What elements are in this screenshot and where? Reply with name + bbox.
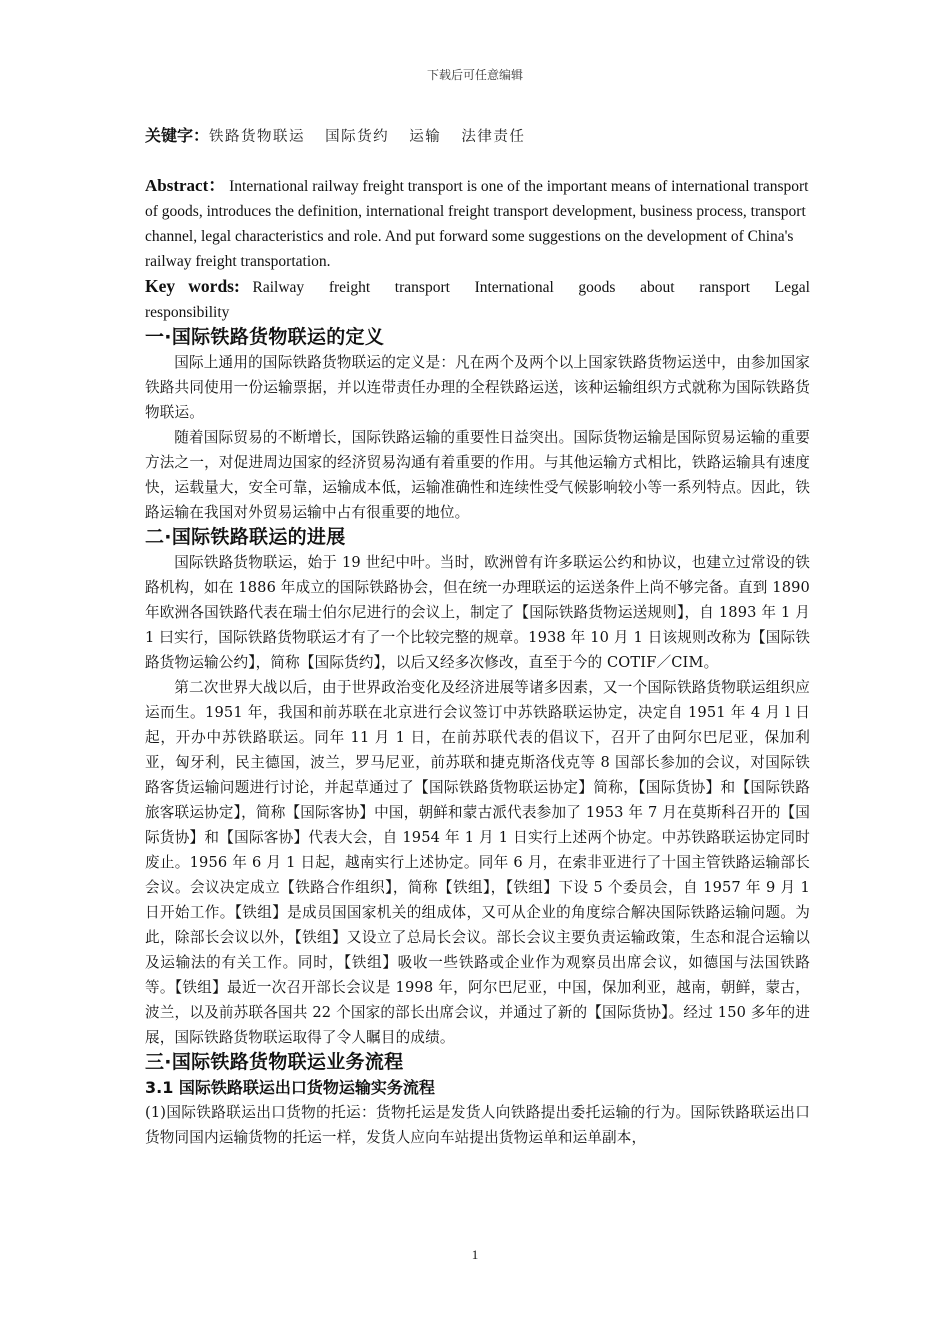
abstract — [145, 173, 810, 274]
english-keywords-value: Railway freight transport International goods about ransport Legal responsibility — [145, 279, 810, 321]
section-2-heading: 二·国际铁路联运的进展 — [145, 526, 346, 548]
section-3-paragraph-1: (1)国际铁路联运出口货物的托运：货物托运是发货人向铁路提出委托运输的行为。国际铁路联运出口货物同国内运输货物的托运一样，发货人应向车站提出货物运单和运单副本， — [145, 1104, 810, 1146]
chinese-keywords-value: 铁路货物联运 国际货约 运输 法律责任 — [209, 129, 526, 145]
section-3-heading: 三·国际铁路货物联运业务流程 — [145, 1051, 404, 1073]
english-keywords — [145, 274, 810, 325]
abstract-label: Abstract： — [145, 176, 226, 195]
section-2-paragraph-2: 第二次世界大战以后，由于世界政治变化及经济进展等诸多因素，又一个国际铁路货物联运组织应运而生。1951 年，我国和前苏联在北京进行会议签订中苏铁路联运协定，决定自 1951 年 4 月 l 日起，开办中苏铁路联运。同年 11 月 1 日，在前苏联代表的倡议下，召开了由阿尔巴尼亚，保加利亚，匈牙利，民主德国，波兰，罗马尼亚，前苏联和捷克斯洛伐克等 8 国部长参加的会议，对国际铁路客货运输问题进行讨论，并起草通过了【国际铁路货物联运协定】简称，【国际货协】和【国际铁路旅客联运协定】，简称【国际客协】中国，朝鲜和蒙古派代表参加了 1953 年 7 月在莫斯科召开的【国际货协】和【国际客协】代表大会，自 1954 年 1 月 1 日实行上述两个协定。中苏铁路联运协定同时废止。1956 年 6 月 1 日起，越南实行上述协定。同年 6 月，在索非亚进行了十国主管铁路运输部长会议。会议决定成立【铁路合作组织】，简称【铁组】，【铁组】下设 5 个委员会，自 1957 年 9 月 1 日开始工作。【铁组】是成员国国家机关的组成体，又可从企业的角度综合解决国际铁路运输问题。为此，除部长会议以外，【铁组】又设立了总局长会议。部长会议主要负责运输政策，生态和混合运输以及运输法的有关工作。同时，【铁组】吸收一些铁路或企业作为观察员出席会议，如德国与法国铁路等。【铁组】最近一次召开部长会议是 1998 年，阿尔巴尼亚，中国，保加利亚，越南，朝鲜，蒙古，波兰，以及前苏联各国共 22 个国家的部长出席会议，并通过了新的【国际货协】。经过 150 多年的进展，国际铁路货物联运取得了令人瞩目的成绩。 — [145, 679, 810, 1046]
section-2-paragraph-1: 国际铁路货物联运，始于 19 世纪中叶。当时，欧洲曾有许多联运公约和协议，也建立过常设的铁路机构，如在 1886 年成立的国际铁路协会，但在统一办理联运的运送条件上尚不够完备。直到 1890 年欧洲各国铁路代表在瑞士伯尔尼进行的会议上，制定了【国际铁路货物运送规则】，自 1893 年 1 月 1 曰实行，国际铁路货物联运才有了一个比较完整的规章。1938 年 10 月 1 日该规则改称为【国际铁路货物运输公约】，简称【国际货约】，以后又经多次修改，直至于今的 COTIF／CIM。 — [145, 554, 810, 671]
page-number: 1 — [471, 1247, 479, 1262]
subsection-3-1-heading: 3.1 国际铁路联运出口货物运输实务流程 — [145, 1078, 435, 1097]
section-1-heading: 一·国际铁路货物联运的定义 — [145, 326, 385, 348]
chinese-keywords — [145, 124, 810, 149]
document-body — [145, 124, 810, 1150]
section-1-paragraph-1: 国际上通用的国际铁路货物联运的定义是：凡在两个及两个以上国家铁路货物运送中，由参加国家铁路共同使用一份运输票据，并以连带责任办理的全程铁路运送，该种运输组织方式就称为国际铁路货物联运。 — [145, 354, 810, 421]
abstract-text: International railway freight transport is one of the important means of international transport of goods, introduces the definition, international freight transport development, business process, transport channel, legal characteristics and role. And put forward some suggestions on the development of China's railway freight transportation. — [145, 178, 809, 270]
english-keywords-label: Key words: — [145, 276, 240, 296]
section-1-paragraph-2: 随着国际贸易的不断增长，国际铁路运输的重要性日益突出。国际货物运输是国际贸易运输的重要方法之一，对促进周边国家的经济贸易沟通有着重要的作用。与其他运输方式相比，铁路运输具有速度快，运载量大，安全可靠，运输成本低，运输准确性和连续性受气候影响较小等一系列特点。因此，铁路运输在我国对外贸易运输中占有很重要的地位。 — [145, 429, 810, 521]
page-header: 下载后可任意编辑 — [426, 68, 523, 82]
chinese-keywords-label: 关键字： — [145, 126, 210, 145]
